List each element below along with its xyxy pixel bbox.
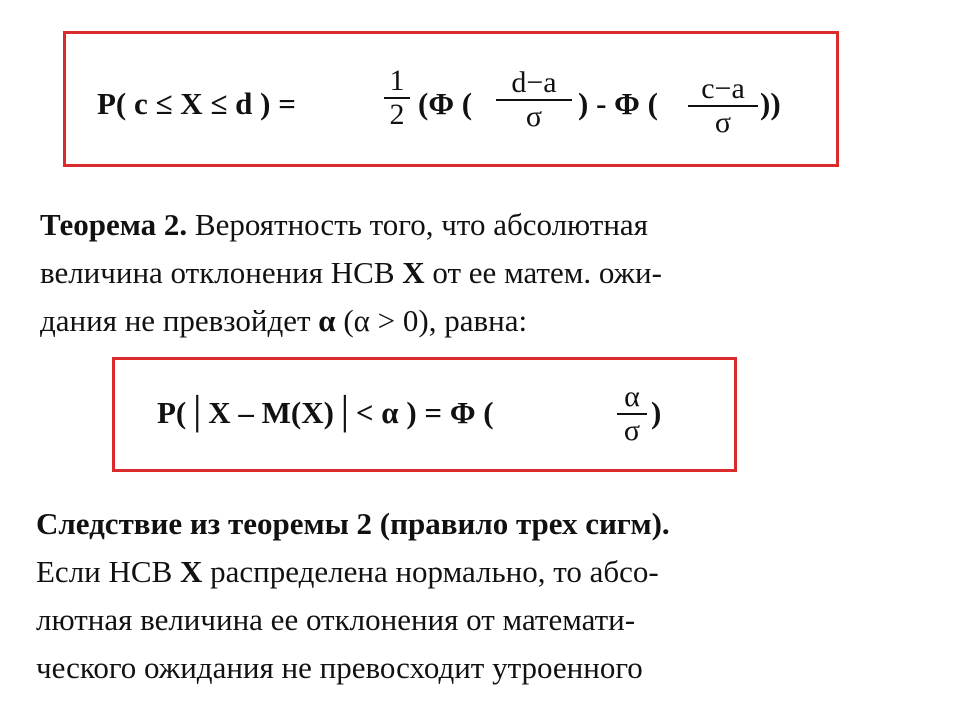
fraction-denominator: σ [525,100,543,133]
corollary-line-4: ческого ожидания не превосходит утроенного [36,650,643,685]
fraction-d-minus-a [496,68,572,132]
fraction-numerator: d−a [511,66,557,99]
formula-2-close: ) [651,395,662,430]
theorem-label: Теорема 2. [40,207,188,242]
formula-1-close: )) [760,86,781,121]
fraction-numerator: c−a [701,72,745,105]
corollary-line-3: лютная величина ее отклонения от математи- [36,602,636,637]
fraction-denominator: σ [714,106,732,139]
formula-1-lhs: P( c ≤ X ≤ d ) = [97,86,296,121]
formula-2-lhs: P(│X – M(X)│< α ) = Φ ( [157,395,494,430]
variable-x: X [402,255,425,290]
corollary-paragraph: Следствие из теоремы 2 (правило трех сигм). Если НСВ X распределена нормально, то абсо- лютная величина ее отклонения от математи- ческого ожидания не превосходит утроенного [36,506,670,685]
fraction-numerator: α [624,380,640,413]
fraction-half [384,66,410,130]
fraction-c-minus-a [688,74,758,138]
fraction-denominator: σ [623,414,641,447]
formula-1-phi-mid: ) - Φ ( [578,86,658,121]
formula-1 [97,86,296,122]
fraction-half-denominator: 2 [389,98,405,131]
theorem-line-1: Вероятность того, что абсолютная [187,207,648,242]
variable-alpha: α [318,303,336,338]
fraction-half-numerator: 1 [389,64,405,97]
corollary-title: Следствие из теоремы 2 (правило трех сигм). [36,506,670,541]
variable-x: X [180,554,203,589]
formula-2 [157,395,494,431]
formula-1-phi-open: (Φ ( [418,86,473,121]
theorem-paragraph: Теорема 2. Вероятность того, что абсолютная величина отклонения НСВ X от ее матем. ожи- дания не превзойдет α (α > 0), равна: [40,207,662,338]
fraction-alpha-over-sigma [617,382,647,446]
